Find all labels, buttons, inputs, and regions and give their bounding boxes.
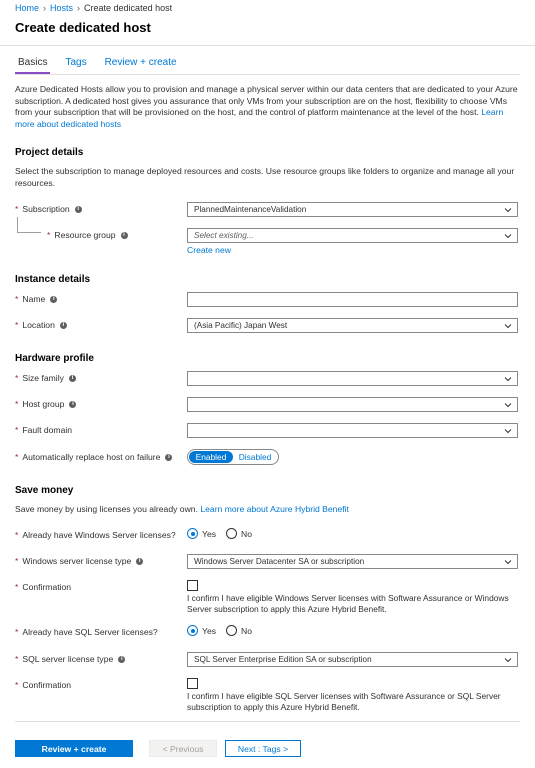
subscription-label-text: Subscription [22,204,70,214]
required-marker: * [15,452,19,462]
sql-license-type-label [15,654,125,664]
sql-confirm-checkbox[interactable] [187,678,198,689]
required-marker: * [15,294,19,304]
sql-no-label: No [241,625,253,636]
breadcrumb-current: Create dedicated host [84,3,173,13]
radio-unselected[interactable] [226,528,237,539]
breadcrumb-hosts[interactable]: Hosts [50,3,74,13]
host-group-label [15,399,76,409]
chevron-down-icon [504,656,512,664]
chevron-right-icon: › [77,3,81,13]
learn-more-dedicated-hosts-link[interactable]: Learn more about dedicated hosts [15,107,504,129]
chevron-down-icon [504,322,512,330]
sql-license-type-select[interactable] [187,652,518,667]
info-icon[interactable]: i [69,375,76,382]
location-value: (Asia Pacific) Japan West [194,321,288,330]
windows-yes-label: Yes [202,528,217,539]
subscription-value: PlannedMaintenanceValidation [194,205,307,214]
tab-review-create[interactable]: Review + create [104,57,177,68]
auto-replace-label [15,452,172,462]
fault-domain-select[interactable] [187,423,518,438]
sql-yes-option[interactable] [187,625,216,636]
host-group-select[interactable] [187,397,518,412]
tab-tags[interactable]: Tags [65,57,87,68]
required-marker: * [47,230,51,240]
required-marker: * [15,425,19,435]
sql-confirmation-label-text: Confirmation [22,680,72,690]
size-family-label-text: Size family [22,373,64,383]
fault-domain-label-text: Fault domain [22,425,73,435]
tree-connector [17,217,41,233]
info-icon[interactable]: i [165,454,172,461]
location-select[interactable] [187,318,518,333]
info-icon[interactable]: i [60,322,67,329]
resource-group-label-text: Resource group [54,230,116,240]
windows-confirmation-label [15,582,71,592]
radio-unselected[interactable] [226,625,237,636]
required-marker: * [15,204,19,214]
required-marker: * [15,582,19,592]
info-icon[interactable]: i [75,206,82,213]
required-marker: * [15,627,19,637]
learn-more-hybrid-benefit-link[interactable]: Learn more about Azure Hybrid Benefit [200,504,349,514]
intro-text: Azure Dedicated Hosts allow you to provision and manage a physical server within our data centers that are dedicated to your Azure subscription. A dedicated host gives you assurance that only VMs from your subscription are on the host, flexibility to choose VMs from your subscription that will be provisioned on the host, and the control of platform maintenance at the level of the host. [15,84,518,117]
name-label [15,294,57,304]
sql-confirm-text: I confirm I have eligible SQL Server licenses with Software Assurance or SQL Server subscription to apply this Azure Hybrid Benefit. [187,691,501,712]
windows-confirm-text: I confirm I have eligible Windows Server licenses with Software Assurance or Windows Server subscription to apply this Azure Hybrid Benefit. [187,593,509,614]
breadcrumb [15,3,172,13]
save-money-text: Save money by using licenses you already own. [15,504,198,514]
subscription-select[interactable] [187,202,518,217]
windows-licenses-radio-group [187,528,262,539]
chevron-down-icon [504,427,512,435]
windows-license-type-label-text: Windows server license type [22,556,132,566]
save-money-description [15,504,520,516]
sql-licenses-radio-group [187,625,262,636]
review-create-button[interactable]: Review + create [15,740,133,757]
chevron-down-icon [504,375,512,383]
windows-confirmation-label-text: Confirmation [22,582,72,592]
tab-basics[interactable]: Basics [15,57,50,74]
windows-license-type-value: Windows Server Datacenter SA or subscription [194,557,365,566]
resource-group-label [47,230,128,240]
radio-selected[interactable] [187,528,198,539]
required-marker: * [15,654,19,664]
save-money-heading: Save money [15,485,74,496]
windows-no-label: No [241,528,253,539]
info-icon[interactable]: i [118,656,125,663]
auto-replace-label-text: Automatically replace host on failure [22,452,161,462]
instance-details-heading: Instance details [15,274,91,285]
name-label-text: Name [22,294,46,304]
sql-yes-label: Yes [202,625,217,636]
next-tags-button[interactable]: Next : Tags > [225,740,301,757]
required-marker: * [15,530,19,540]
location-label [15,320,67,330]
project-description: Select the subscription to manage deployed resources and costs. Use resource groups like folders to organize and manage all your resources. [15,166,515,188]
resource-group-select[interactable] [187,228,518,243]
sql-license-type-label-text: SQL server license type [22,654,114,664]
radio-selected[interactable] [187,625,198,636]
windows-license-type-label [15,556,143,566]
title-divider [0,45,535,46]
windows-licenses-label [15,530,176,540]
resource-group-placeholder: Select existing... [194,231,254,240]
required-marker: * [15,556,19,566]
size-family-select[interactable] [187,371,518,386]
footer-divider [15,721,520,722]
fault-domain-label [15,425,72,435]
windows-license-type-select[interactable] [187,554,518,569]
auto-replace-toggle[interactable] [187,449,279,465]
info-icon[interactable]: i [136,558,143,565]
sql-license-type-value: SQL Server Enterprise Edition SA or subscription [194,655,372,664]
host-group-label-text: Host group [22,399,65,409]
chevron-down-icon [504,558,512,566]
windows-licenses-label-text: Already have Windows Server licenses? [22,530,176,540]
windows-confirm-checkbox[interactable] [187,580,198,591]
location-label-text: Location [22,320,55,330]
windows-yes-option[interactable] [187,528,216,539]
page-title: Create dedicated host [15,20,151,35]
breadcrumb-home[interactable]: Home [15,3,40,13]
chevron-right-icon: › [43,3,47,13]
hardware-profile-heading: Hardware profile [15,353,94,364]
intro-paragraph [15,84,520,130]
required-marker: * [15,680,19,690]
tab-bar [15,57,192,74]
chevron-down-icon [504,206,512,214]
project-details-heading: Project details [15,147,84,158]
sql-confirmation-label [15,680,71,690]
toggle-disabled[interactable]: Disabled [238,452,272,462]
subscription-label [15,204,82,214]
name-input[interactable] [187,292,518,307]
required-marker: * [15,399,19,409]
required-marker: * [15,320,19,330]
previous-button[interactable]: < Previous [149,740,217,757]
sql-licenses-label-text: Already have SQL Server licenses? [22,627,158,637]
chevron-down-icon [504,401,512,409]
windows-no-option[interactable] [226,528,252,539]
sql-no-option[interactable] [226,625,252,636]
info-icon[interactable]: i [50,296,57,303]
info-icon[interactable]: i [69,401,76,408]
tabs-divider [15,74,520,75]
required-marker: * [15,373,19,383]
sql-licenses-label [15,627,158,637]
chevron-down-icon [504,232,512,240]
size-family-label [15,373,76,383]
create-new-link[interactable]: Create new [187,245,231,255]
info-icon[interactable]: i [121,232,128,239]
toggle-enabled[interactable]: Enabled [189,451,233,463]
